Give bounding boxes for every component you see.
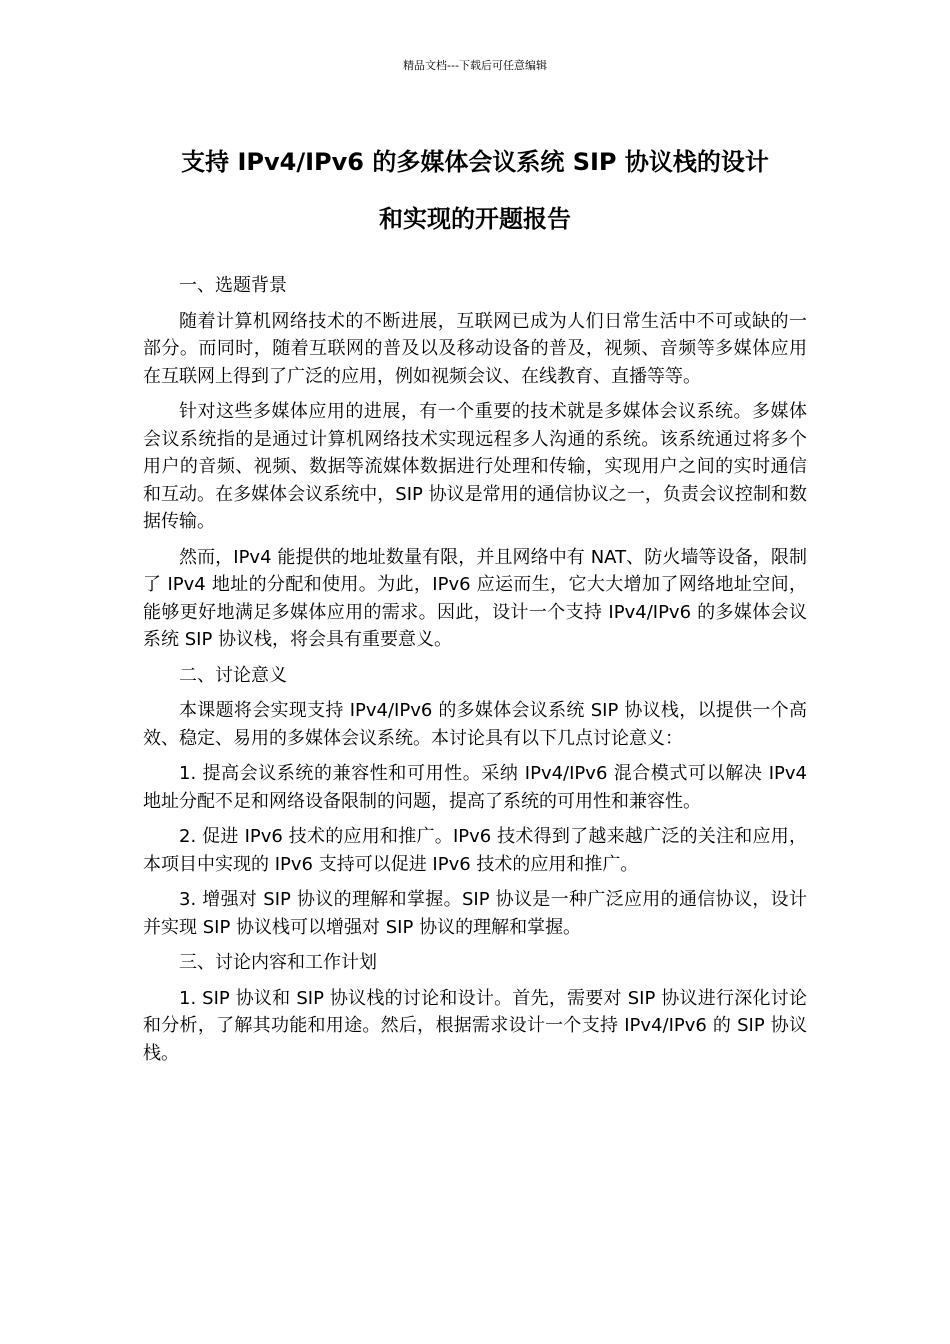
document-body [143, 272, 807, 1075]
list-item: 3. 增强对 SIP 协议的理解和掌握。SIP 协议是一种广泛应用的通信协议，设计并实现 SIP 协议栈可以增强对 SIP 协议的理解和掌握。 [143, 889, 807, 938]
page-header: 精品文档---下载后可任意编辑 [403, 59, 547, 72]
title-line-1: 支持 IPv4/IPv6 的多媒体会议系统 SIP 协议栈的设计 [181, 148, 769, 176]
paragraph: 随着计算机网络技术的不断进展，互联网已成为人们日常生活中不可或缺的一部分。而同时，随着互联网的普及以及移动设备的普及，视频、音频等多媒体应用在互联网上得到了广泛的应用，例如视频会议、在线教育、直播等等。 [143, 310, 807, 387]
paragraph: 然而，IPv4 能提供的地址数量有限，并且网络中有 NAT、防火墙等设备，限制了 IPv4 地址的分配和使用。为此，IPv6 应运而生，它大大增加了网络地址空间，能够更好地满足多媒体应用的需求。因此，设计一个支持 IPv4/IPv6 的多媒体会议系统 SIP 协议栈，将会具有重要意义。 [143, 546, 807, 650]
title-line-2: 和实现的开题报告 [379, 205, 571, 233]
section-heading-significance: 二、讨论意义 [179, 664, 287, 686]
paragraph: 针对这些多媒体应用的进展，有一个重要的技术就是多媒体会议系统。多媒体会议系统指的是通过计算机网络技术实现远程多人沟通的系统。该系统通过将多个用户的音频、视频、数据等流媒体数据进行处理和传输，实现用户之间的实时通信和互动。在多媒体会议系统中，SIP 协议是常用的通信协议之一，负责会议控制和数据传输。 [143, 401, 807, 532]
section-heading-background: 一、选题背景 [179, 275, 287, 296]
list-item: 2. 促进 IPv6 技术的应用和推广。IPv6 技术得到了越来越广泛的关注和应用，本项目中实现的 IPv6 支持可以促进 IPv6 技术的应用和推广。 [143, 826, 807, 875]
list-item: 1. SIP 协议和 SIP 协议栈的讨论和设计。首先，需要对 SIP 协议进行深化讨论和分析，了解其功能和用途。然后，根据需求设计一个支持 IPv4/IPv6 的 SIP 协议栈。 [143, 987, 807, 1064]
section-heading-content-plan: 三、讨论内容和工作计划 [179, 952, 377, 973]
list-item: 1. 提高会议系统的兼容性和可用性。采纳 IPv4/IPv6 混合模式可以解决 IPv4 地址分配不足和网络设备限制的问题，提高了系统的可用性和兼容性。 [143, 763, 807, 812]
document-title [100, 134, 850, 248]
paragraph: 本课题将会实现支持 IPv4/IPv6 的多媒体会议系统 SIP 协议栈，以提供一个高效、稳定、易用的多媒体会议系统。本讨论具有以下几点讨论意义： [143, 700, 807, 749]
